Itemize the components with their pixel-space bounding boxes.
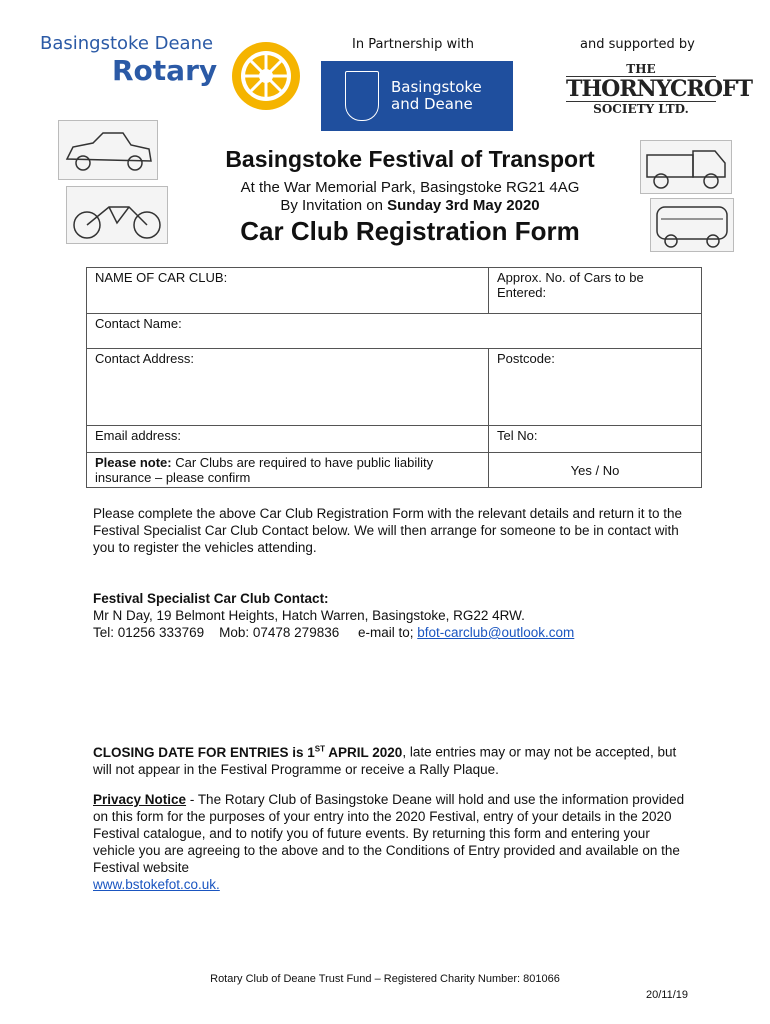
contact-email-prefix: e-mail to; <box>358 625 418 640</box>
contact-address-field[interactable]: Contact Address: <box>87 349 489 426</box>
closing-label-pre: CLOSING DATE FOR ENTRIES is 1 <box>93 744 315 760</box>
postcode-field[interactable]: Postcode: <box>489 349 702 426</box>
note-text: Car Clubs are required to have public liability insurance – please confirm <box>95 455 434 485</box>
partnership-label: In Partnership with <box>352 37 475 52</box>
closing-label <box>93 745 402 760</box>
contact-heading: Festival Specialist Car Club Contact: <box>93 591 329 606</box>
contact-name-field[interactable]: Contact Name: <box>87 314 702 349</box>
contact-email-link[interactable]: bfot-carclub@outlook.com <box>417 625 575 640</box>
council-logo <box>321 61 513 131</box>
privacy-text: - The Rotary Club of Basingstoke Deane will hold and use the information provided on this form for the purposes of your entry into the 2020 Festival, entry of your details in the 2020 Festival catalogue, and to notify you of future events. By returning this form and entering your vehicle you are agreeing to the above and to the Conditions of Entry provided and available on the Festival website <box>93 792 685 875</box>
thornycroft-logo <box>566 62 752 124</box>
closing-label-sup: ST <box>314 744 326 753</box>
form-date: 20/11/19 <box>646 989 689 1001</box>
contact-mob: Mob: 07478 279836 <box>219 625 340 640</box>
form-title: Car Club Registration Form <box>240 216 580 246</box>
council-line1: Basingstoke <box>391 78 482 96</box>
society-top: THE <box>626 62 656 76</box>
closing-date-text <box>93 740 693 778</box>
cars-count-field[interactable]: Approx. No. of Cars to be Entered: <box>489 268 702 314</box>
privacy-label: Privacy Notice <box>93 792 187 807</box>
instructions-text: Please complete the above Car Club Registration Form with the relevant details and return it to the Festival Specialist Car Club Contact below. We will then arrange for someone to be in contact with you to register the vehicles attending. <box>93 506 683 555</box>
invite-prefix: By Invitation on <box>280 197 388 214</box>
rotary-line2: Rotary <box>112 54 218 87</box>
privacy-notice <box>93 791 693 893</box>
contact-tel: Tel: 01256 333769 <box>93 625 205 640</box>
contact-address: Mr N Day, 19 Belmont Heights, Hatch Warren, Basingstoke, RG22 4RW. <box>93 608 525 623</box>
rotary-line1: Basingstoke Deane <box>40 33 214 54</box>
registration-table <box>86 267 702 488</box>
note-label: Please note: <box>95 455 172 470</box>
invite-line <box>0 197 770 214</box>
tel-field[interactable]: Tel No: <box>489 426 702 453</box>
supported-label: and supported by <box>580 37 695 52</box>
insurance-yes-no[interactable]: Yes / No <box>489 453 702 488</box>
club-name-field[interactable]: NAME OF CAR CLUB: <box>87 268 489 314</box>
email-field[interactable]: Email address: <box>87 426 489 453</box>
footer-charity: Rotary Club of Deane Trust Fund – Registered Charity Number: 801066 <box>210 973 560 985</box>
contact-block <box>93 590 693 641</box>
rotary-logo-text <box>40 34 217 88</box>
insurance-note <box>87 453 489 488</box>
society-name: THORNYCROFT <box>566 76 752 102</box>
website-link[interactable]: www.bstokefot.co.uk. <box>93 877 220 892</box>
closing-label-post: APRIL 2020 <box>325 744 403 760</box>
council-line2: and Deane <box>391 95 473 113</box>
closing-text: , late entries may or may not be accepted, but will not appear in the Festival Programme or receive a Rally Plaque. <box>93 744 677 777</box>
invite-date: Sunday 3rd May 2020 <box>387 197 540 214</box>
crest-icon <box>345 71 379 121</box>
society-bottom: SOCIETY LTD. <box>593 102 689 116</box>
page-title: Basingstoke Festival of Transport <box>225 146 595 172</box>
rotary-wheel-icon <box>228 38 304 114</box>
venue-line: At the War Memorial Park, Basingstoke RG21 4AG <box>240 179 580 196</box>
